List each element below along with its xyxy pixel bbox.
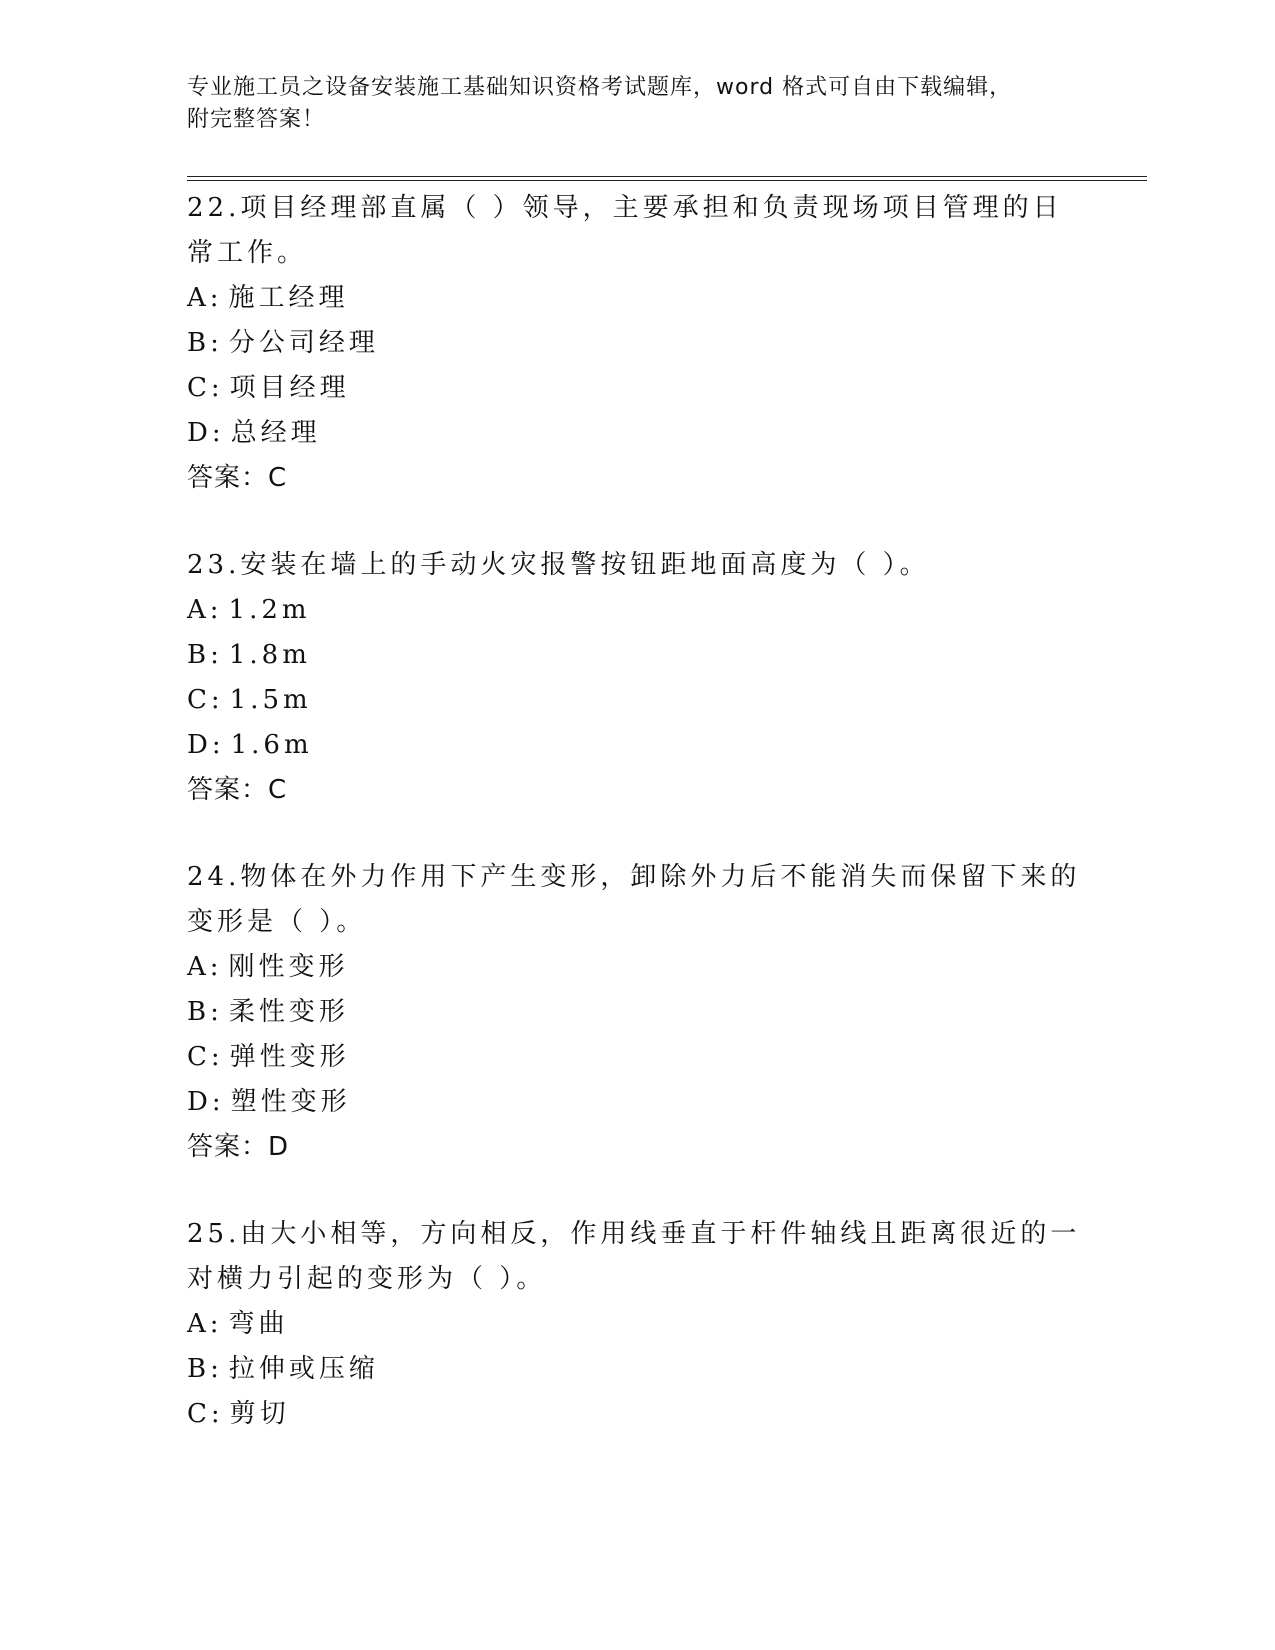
option-a — [187, 1302, 1087, 1347]
option-key: A: — [187, 952, 223, 982]
option-key: B: — [187, 328, 223, 358]
question-22 — [187, 186, 1087, 501]
header-line-2: 附完整答案！ — [187, 107, 326, 132]
answer: 答案：C — [187, 775, 288, 805]
option-key: A: — [187, 1309, 223, 1339]
document-header — [187, 72, 1067, 136]
question-stem: 24.物体在外力作用下产生变形，卸除外力后不能消失而保留下来的变形是（ ）。 — [187, 862, 1081, 937]
option-text: 弯曲 — [228, 1309, 289, 1339]
option-text: 刚性变形 — [228, 952, 349, 982]
option-a — [187, 588, 1087, 633]
option-text: 弹性变形 — [229, 1042, 350, 1072]
option-key: B: — [187, 1354, 223, 1384]
option-d — [187, 723, 1087, 768]
option-key: D: — [187, 418, 225, 448]
option-text: 塑性变形 — [230, 1087, 351, 1117]
option-b — [187, 321, 1087, 366]
option-text: 剪切 — [229, 1399, 290, 1429]
header-line-1: 专业施工员之设备安装施工基础知识资格考试题库，word 格式可自由下载编辑， — [187, 75, 1013, 100]
option-c — [187, 678, 1087, 723]
option-text: 拉伸或压缩 — [228, 1354, 379, 1384]
option-d — [187, 411, 1087, 456]
question-23 — [187, 543, 1087, 813]
option-text: 分公司经理 — [228, 328, 379, 358]
header-divider — [187, 176, 1147, 181]
option-key: D: — [187, 1087, 225, 1117]
question-stem: 25.由大小相等，方向相反，作用线垂直于杆件轴线且距离很近的一对横力引起的变形为（ ）。 — [187, 1219, 1081, 1294]
option-b — [187, 990, 1087, 1035]
option-a — [187, 945, 1087, 990]
option-key: C: — [187, 1042, 224, 1072]
option-a — [187, 276, 1087, 321]
option-key: C: — [187, 373, 224, 403]
question-24 — [187, 855, 1087, 1170]
option-c — [187, 1035, 1087, 1080]
option-d — [187, 1080, 1087, 1125]
option-b — [187, 1347, 1087, 1392]
option-b — [187, 633, 1087, 678]
answer: 答案：C — [187, 463, 288, 493]
option-key: C: — [187, 685, 224, 715]
question-stem: 22.项目经理部直属（ ）领导，主要承担和负责现场项目管理的日常工作。 — [187, 193, 1063, 268]
option-key: C: — [187, 1399, 224, 1429]
option-text: 总经理 — [230, 418, 321, 448]
option-c — [187, 366, 1087, 411]
question-list — [187, 186, 1087, 1479]
option-key: A: — [187, 283, 223, 313]
option-text: 1.8m — [228, 640, 311, 670]
option-key: B: — [187, 997, 223, 1027]
option-text: 1.2m — [228, 595, 311, 625]
option-key: B: — [187, 640, 223, 670]
document-page — [187, 0, 1147, 1650]
question-25 — [187, 1212, 1087, 1437]
option-text: 项目经理 — [229, 373, 350, 403]
option-text: 施工经理 — [228, 283, 349, 313]
option-key: A: — [187, 595, 223, 625]
answer: 答案：D — [187, 1132, 290, 1162]
option-c — [187, 1392, 1087, 1437]
option-text: 1.5m — [229, 685, 312, 715]
option-text: 柔性变形 — [228, 997, 349, 1027]
option-key: D: — [187, 730, 225, 760]
option-text: 1.6m — [230, 730, 313, 760]
question-stem: 23.安装在墙上的手动火灾报警按钮距地面高度为（ ）。 — [187, 550, 930, 580]
